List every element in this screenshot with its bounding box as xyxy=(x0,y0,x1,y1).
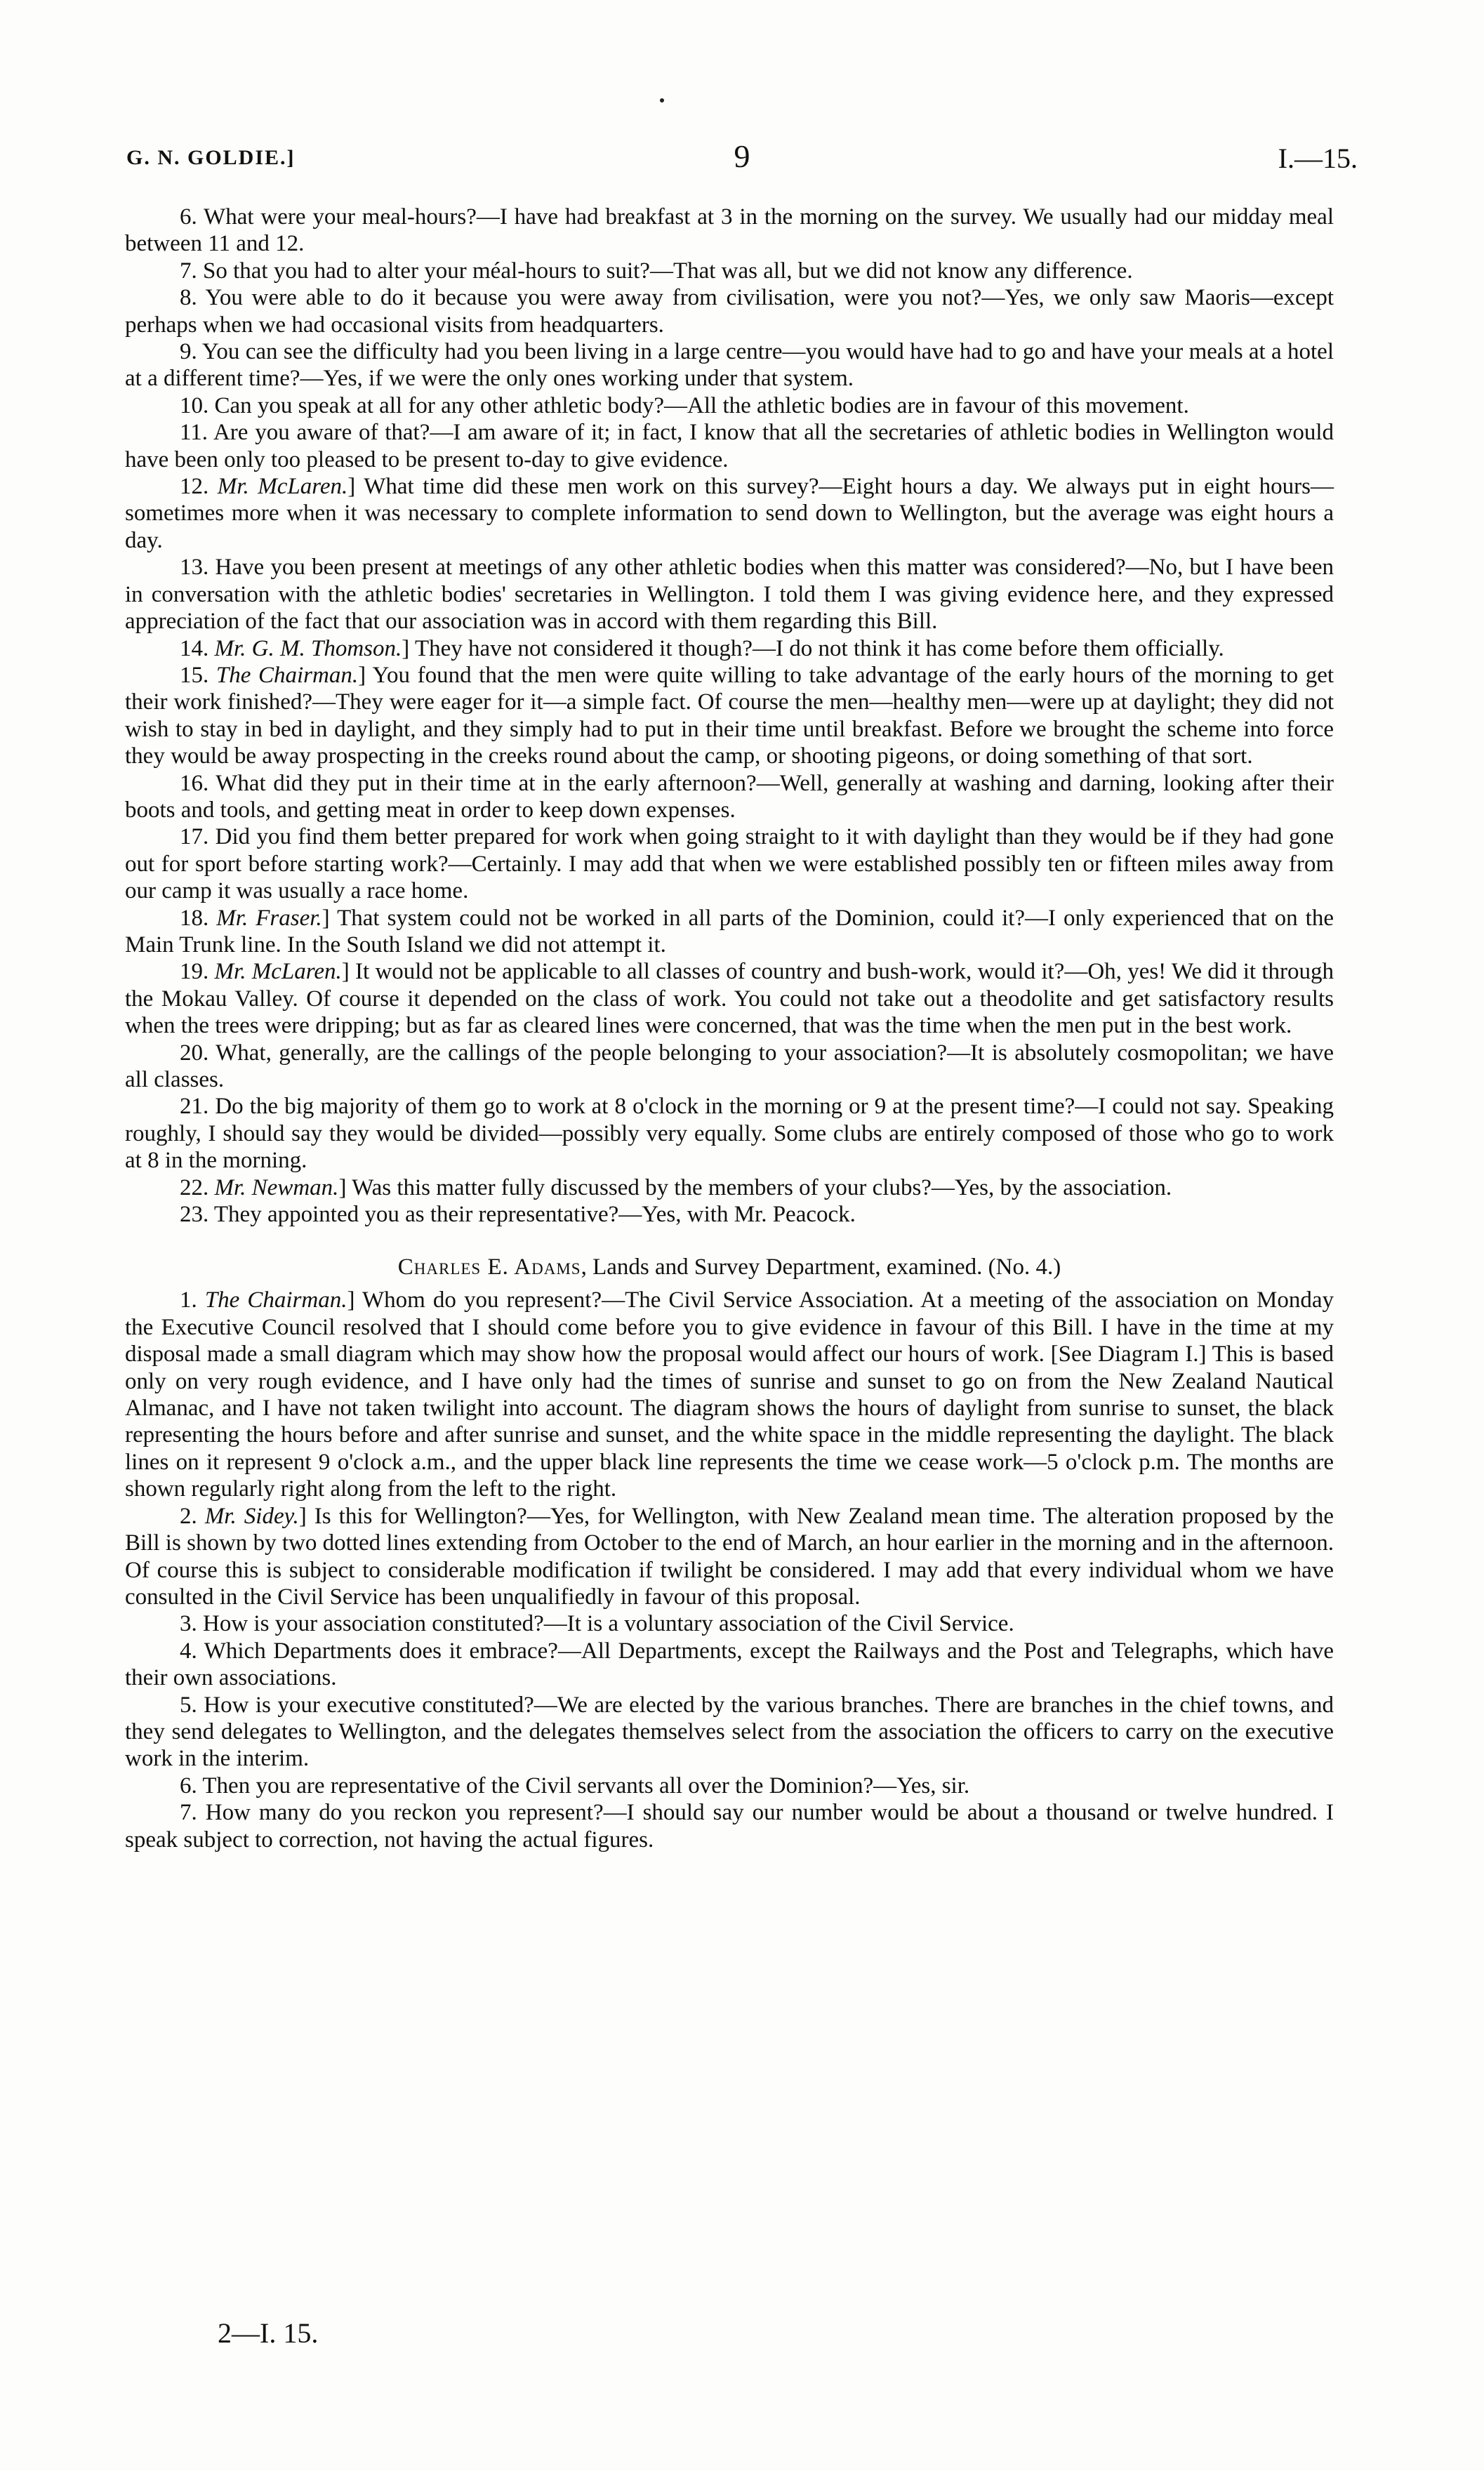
speaker-name: The Chairman. xyxy=(204,1287,347,1313)
question-text: Was this matter fully discussed by the members of your clubs?—Yes, by the association. xyxy=(352,1174,1172,1200)
question-text: Is this for Wellington?—Yes, for Wellington, with New Zealand mean time. The alteration proposed by the Bill is shown by two dotted lines extending from October to the end of March, an hour earlier in the morning and in the afternoon. Of course this is subject to considerable modification if twilight be considered. I may add that every individual whom we have consulted in the Civil Service has been unqualifiedly in favour of this proposal. xyxy=(125,1503,1334,1610)
question-paragraph: 17. Did you find them better prepared for work when going straight to it with daylight than they would be if they had gone out for sport before starting work?—Certainly. I may add that when we were established possibly ten or fifteen miles away from our camp it was usually a race home. xyxy=(125,824,1334,904)
ink-speck xyxy=(660,98,664,102)
question-number: 22. xyxy=(180,1174,209,1200)
question-number: 18. xyxy=(180,905,209,931)
question-paragraph: 2. Mr. Sidey.] Is this for Wellington?—Yes, for Wellington, with New Zealand mean time. The alteration proposed by the Bill is shown by two dotted lines extending from October to the end of March, an hour earlier in the morning and in the afternoon. Of course this is subject to considerable modification if twilight be considered. I may add that every individual whom we have consulted in the Civil Service has been unqualifiedly in favour of this proposal. xyxy=(125,1503,1334,1610)
witness-heading-rest: , Lands and Survey Department, examined. (No. 4.) xyxy=(581,1254,1061,1280)
question-text: That system could not be worked in all parts of the Dominion, could it?—I only experienced that on the Main Trunk line. In the South Island we did not attempt it. xyxy=(125,905,1334,958)
question-paragraph: 8. You were able to do it because you were away from civilisation, were you not?—Yes, we only saw Maoris—except perhaps when we had occasional visits from headquarters. xyxy=(125,285,1334,338)
question-paragraph: 19. Mr. McLaren.] It would not be applicable to all classes of country and bush-work, would it?—Oh, yes! We did it through the Mokau Valley. Of course it depended on the class of work. You could not take out a theodolite and get satisfactory results when the trees were dripping; but as far as cleared lines were concerned, that was the time when the men put in the best work. xyxy=(125,959,1334,1039)
question-text: What time did these men work on this survey?—Eight hours a day. We always put in eight hours—sometimes more when it was necessary to complete information to send down to Wellington, but the average was eight hours a day. xyxy=(125,474,1334,553)
speaker-name: The Chairman. xyxy=(216,662,359,688)
speaker-name: Mr. Fraser. xyxy=(216,905,322,931)
question-paragraph: 11. Are you aware of that?—I am aware of it; in fact, I know that all the secretaries of athletic bodies in Wellington would have been only too pleased to be present to-day to give evidence. xyxy=(125,420,1334,472)
question-paragraph: 7. How many do you reckon you represent?—I should say our number would be about a thousand or twelve hundred. I speak subject to correction, not having the actual figures. xyxy=(125,1800,1334,1853)
paper-reference: I.—15. xyxy=(1278,143,1358,174)
question-text: Whom do you represent?—The Civil Service Association. At a meeting of the association on Monday the Executive Council resolved that I should come before you to give evidence in favour of this Bill. I have in the time at my disposal made a small diagram which may show how the proposal would affect our hours of work. [See Diagram I.] This is based only on very rough evidence, and I have only had the times of sunrise and sunset to go on from the New Zealand Nautical Almanac, and I have not taken twilight into account. The diagram shows the hours of daylight from sunrise to sunset, the black representing the hours before and after sunrise and sunset, and the white space in the middle representing the daylight. The black lines on it represent 9 o'clock a.m., and the upper black line represents the time we cease work—5 o'clock p.m. The months are shown regularly right along from the left to the right. xyxy=(125,1287,1334,1502)
question-number: 15. xyxy=(180,662,209,688)
question-number: 2. xyxy=(180,1503,197,1529)
question-number: 14. xyxy=(180,635,209,661)
question-paragraph: 22. Mr. Newman.] Was this matter fully discussed by the members of your clubs?—Yes, by the association. xyxy=(180,1174,1172,1200)
signature-mark: 2—I. 15. xyxy=(218,2317,319,2349)
question-paragraph: 7. So that you had to alter your méal-hours to suit?—That was all, but we did not know any difference. xyxy=(180,258,1133,284)
question-paragraph: 20. What, generally, are the callings of the people belonging to your association?—It is absolutely cosmopolitan; we have all classes. xyxy=(125,1040,1334,1092)
question-paragraph: 10. Can you speak at all for any other athletic body?—All the athletic bodies are in favour of this movement. xyxy=(180,392,1189,418)
question-paragraph: 18. Mr. Fraser.] That system could not be worked in all parts of the Dominion, could it?—I only experienced that on the Main Trunk line. In the South Island we did not attempt it. xyxy=(125,905,1334,958)
question-paragraph: 15. The Chairman.] You found that the men were quite willing to take advantage of the early hours of the morning to get their work finished?—They were eager for it—a simple fact. Of course the men—healthy men—were up at daylight; they did not wish to stay in bed in daylight, and they simply had to put in their time until breakfast. Before we brought the scheme into force they would be away prospecting in the creeks round about the camp, or shooting pigeons, or doing something of that sort. xyxy=(125,662,1334,769)
question-number: 12. xyxy=(180,474,209,500)
question-paragraph: 5. How is your executive constituted?—We are elected by the various branches. There are branches in the chief towns, and they send delegates to Wellington, and the delegates themselves select from the association the officers to carry on the executive work in the interim. xyxy=(125,1692,1334,1772)
page-number: 9 xyxy=(734,138,750,174)
witness-heading xyxy=(125,1253,1334,1281)
document-body xyxy=(125,204,1334,1853)
question-paragraph: 4. Which Departments does it embrace?—All Departments, except the Railways and the Post and Telegraphs, which have their own associations. xyxy=(125,1638,1334,1691)
page-header xyxy=(126,138,1358,180)
question-paragraph: 12. Mr. McLaren.] What time did these men work on this survey?—Eight hours a day. We always put in eight hours—sometimes more when it was necessary to complete information to send down to Wellington, but the average was eight hours a day. xyxy=(125,474,1334,553)
question-text: You found that the men were quite willing to take advantage of the early hours of the morning to get their work finished?—They were eager for it—a simple fact. Of course the men—healthy men—were up at daylight; they did not wish to stay in bed in daylight, and they simply had to put in their time until breakfast. Before we brought the scheme into force they would be away prospecting in the creeks round about the camp, or shooting pigeons, or doing something of that sort. xyxy=(125,662,1334,769)
question-paragraph: 1. The Chairman.] Whom do you represent?—The Civil Service Association. At a meeting of the association on Monday the Executive Council resolved that I should come before you to give evidence in favour of this Bill. I have in the time at my disposal made a small diagram which may show how the proposal would affect our hours of work. [See Diagram I.] This is based only on very rough evidence, and I have only had the times of sunrise and sunset to go on from the New Zealand Nautical Almanac, and I have not taken twilight into account. The diagram shows the hours of daylight from sunrise to sunset, the black representing the hours before and after sunrise and sunset, and the white space in the middle representing the daylight. The black lines on it represent 9 o'clock a.m., and the upper black line represents the time we cease work—5 o'clock p.m. The months are shown regularly right along from the left to the right. xyxy=(125,1287,1334,1502)
question-number: 19. xyxy=(180,959,209,985)
question-paragraph: 21. Do the big majority of them go to work at 8 o'clock in the morning or 9 at the present time?—I could not say. Speaking roughly, I should say they would be divided—possibly very equally. Some clubs are entirely composed of those who go to work at 8 in the morning. xyxy=(125,1094,1334,1174)
header-witness-name: G. N. GOLDIE.] xyxy=(126,146,296,169)
speaker-name: Mr. G. M. Thomson. xyxy=(214,635,402,661)
question-paragraph: 6. Then you are representative of the Civil servants all over the Dominion?—Yes, sir. xyxy=(180,1773,970,1798)
witness-name: Charles E. Adams xyxy=(397,1254,581,1280)
question-paragraph: 23. They appointed you as their representative?—Yes, with Mr. Peacock. xyxy=(180,1202,856,1228)
question-paragraph: 13. Have you been present at meetings of any other athletic bodies when this matter was considered?—No, but I have been in conversation with the athletic bodies' secretaries in Wellington. I told them I was giving evidence here, and they expressed appreciation of the fact that our association was in accord with them regarding this Bill. xyxy=(125,555,1334,635)
speaker-name: Mr. McLaren. xyxy=(214,959,342,985)
speaker-name: Mr. McLaren. xyxy=(217,474,348,500)
question-text: They have not considered it though?—I do not think it has come before them officially. xyxy=(414,635,1224,661)
question-paragraph: 14. Mr. G. M. Thomson.] They have not considered it though?—I do not think it has come before them officially. xyxy=(180,635,1224,661)
question-paragraph: 16. What did they put in their time at in the early afternoon?—Well, generally at washing and darning, looking after their boots and tools, and getting meat in order to keep down expenses. xyxy=(125,770,1334,823)
question-number: 1. xyxy=(180,1287,197,1313)
question-paragraph: 9. You can see the difficulty had you been living in a large centre—you would have had to go and have your meals at a hotel at a different time?—Yes, if we were the only ones working under that system. xyxy=(125,339,1334,392)
speaker-name: Mr. Sidey. xyxy=(204,1503,299,1529)
question-paragraph: 6. What were your meal-hours?—I have had breakfast at 3 in the morning on the survey. We usually had our midday meal between 11 and 12. xyxy=(125,204,1334,257)
question-text: It would not be applicable to all classes of country and bush-work, would it?—Oh, yes! We did it through the Mokau Valley. Of course it depended on the class of work. You could not take out a theodolite and get satisfactory results when the trees were dripping; but as far as cleared lines were concerned, that was the time when the men put in the best work. xyxy=(125,959,1334,1039)
speaker-name: Mr. Newman. xyxy=(214,1174,339,1200)
question-paragraph: 3. How is your association constituted?—It is a voluntary association of the Civil Service. xyxy=(180,1611,1014,1637)
